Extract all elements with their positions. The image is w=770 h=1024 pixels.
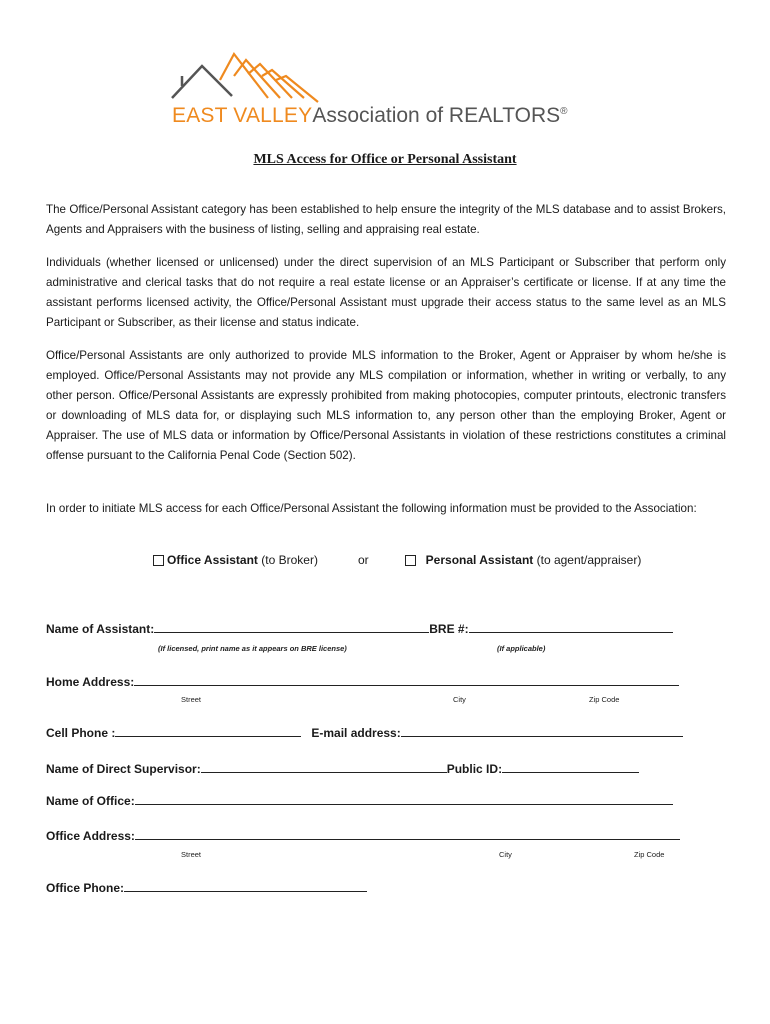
office-name-row: Name of Office: [46,792,673,808]
email-field[interactable] [401,724,683,737]
personal-assistant-label: Personal Assistant [425,553,534,567]
association-logo [168,46,608,132]
home-address-field[interactable] [134,673,679,686]
office-city-hint: City [499,850,512,859]
office-assistant-checkbox[interactable] [153,555,164,566]
office-assistant-note: (to Broker) [257,553,318,567]
personal-assistant-note: (to agent/appraiser) [533,553,642,567]
office-assistant-label: Office Assistant [167,553,258,567]
home-zip-hint: Zip Code [589,695,620,704]
email-label: E-mail address [311,726,397,740]
office-address-field[interactable] [135,827,680,840]
eligibility-paragraph: Individuals (whether licensed or unlicensed) under the direct supervision of an MLS Participant or Subscriber that perform only administrative and clerical tasks that do not require a real estate license or an Appraiser’s certificate or license. If at any time the assistant performs licensed activity, the Office/Personal Assistant must upgrade their access status to the same level as an MLS Participant or Subscriber, as their license and status indicate. [46,256,726,329]
logo-association: Association of REALTORS [312,104,561,127]
assistant-name-label: Name of Assistant [46,622,151,636]
office-assistant-option[interactable] [153,553,318,567]
bre-field[interactable] [469,620,673,633]
office-phone-field[interactable] [124,879,367,892]
office-street-hint: Street [181,850,202,859]
office-name-label: Name of Office [46,794,131,808]
bre-hint: (If applicable) [497,644,546,653]
office-phone-label: Office Phone [46,881,121,895]
supervisor-field[interactable] [201,760,447,773]
cell-email-row: Cell Phone : E-mail address: [46,724,683,740]
public-id-field[interactable] [502,760,639,773]
assistant-name-hint: (If licensed, print name as it appears on BRE license) [158,644,347,653]
office-phone-row: Office Phone: [46,879,367,895]
page-title: MLS Access for Office or Personal Assistant [253,152,517,167]
intro-paragraph: The Office/Personal Assistant category has been established to help ensure the integrity of the MLS database and to assist Brokers, Agents and Appraisers with the business of listing, selling and appraising real estate. [46,203,726,236]
logo-east-valley: EAST VALLEY [172,104,313,127]
office-zip-hint: Zip Code [634,850,665,859]
home-city-hint: City [453,695,466,704]
public-id-label: Public ID [446,762,499,776]
office-address-row: Office Address: [46,827,680,843]
home-address-label: Home Address [46,675,131,689]
personal-assistant-option[interactable] [405,553,641,567]
cell-phone-label: Cell Phone [46,726,112,740]
assistant-name-row: Name of Assistant: BRE #: [46,620,673,636]
personal-assistant-checkbox[interactable] [405,555,416,566]
home-address-row: Home Address: [46,673,679,689]
supervisor-label: Name of Direct Supervisor [46,762,197,776]
home-street-hint: Street [181,695,202,704]
office-address-label: Office Address [46,829,131,843]
instructions-paragraph: In order to initiate MLS access for each Office/Personal Assistant the following information must be provided to the Association: [46,502,697,515]
cell-phone-field[interactable] [115,724,301,737]
bre-label: BRE # [429,622,465,636]
registered-mark: ® [560,106,568,117]
logo-wordmark [172,104,568,128]
or-text: or [358,553,369,567]
office-name-field[interactable] [135,792,673,805]
supervisor-row: Name of Direct Supervisor: Public ID: [46,760,639,776]
assistant-name-field[interactable] [154,620,429,633]
restrictions-paragraph: Office/Personal Assistants are only authorized to provide MLS information to the Broker, Agent or Appraiser by whom he/she is employed. Office/Personal Assistants may not provide any MLS compilation or information, whether in writing or verbally, to any other person. Office/Personal Assistants are expressly prohibited from making photocopies, computer printouts, electronic transfers or downloading of MLS data for, or displaying such MLS information to, any person other than the employing Broker, Agent or Appraiser. The use of MLS data or information by Office/Personal Assistants in violation of these restrictions constitutes a criminal offense pursuant to the California Penal Code (Section 502). [46,349,726,462]
